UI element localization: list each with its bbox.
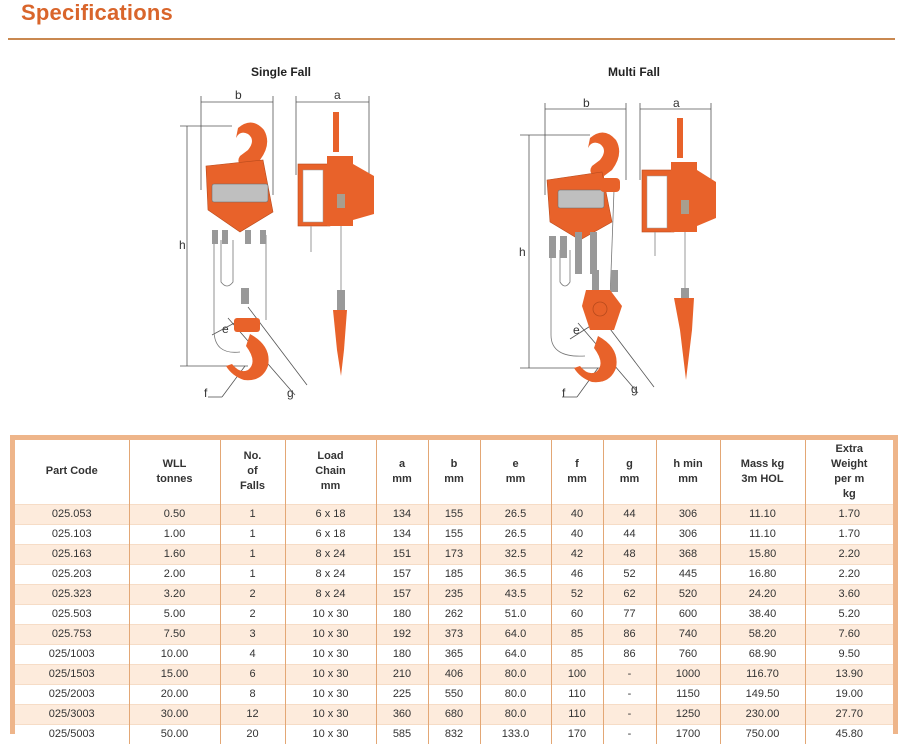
header-line: mm [505,472,526,485]
cell-b: 155 [428,524,480,544]
cell-f: 42 [551,544,603,564]
cell-load-chain: 6 x 18 [285,504,376,524]
header-line: No. [243,450,262,463]
cell-f: 60 [551,604,603,624]
cell-load-chain: 10 x 30 [285,604,376,624]
cell-extra-weight: 13.90 [805,664,893,684]
cell-f: 110 [551,704,603,724]
cell-mass: 149.50 [720,684,805,704]
cell-mass: 750.00 [720,724,805,744]
dim-f-label: f [562,386,566,400]
cell-h-min: 760 [656,644,720,664]
cell-load-chain: 8 x 24 [285,564,376,584]
cell-f: 46 [551,564,603,584]
cell-mass: 24.20 [720,584,805,604]
cell-falls: 4 [220,644,285,664]
col-header-b [428,440,480,504]
header-line: mm [320,480,341,493]
cell-wll: 5.00 [129,604,220,624]
cell-b: 262 [428,604,480,624]
cell-load-chain: 8 x 24 [285,544,376,564]
cell-load-chain: 10 x 30 [285,644,376,664]
dim-a-label: a [334,88,341,102]
cell-a: 180 [376,604,428,624]
cell-load-chain: 6 x 18 [285,524,376,544]
header-line: h min [673,457,703,470]
cell-falls: 1 [220,564,285,584]
cell-b: 406 [428,664,480,684]
col-header-load-chain [285,440,376,504]
cell-load-chain: 10 x 30 [285,664,376,684]
cell-h-min: 600 [656,604,720,624]
cell-extra-weight: 5.20 [805,604,893,624]
cell-wll: 10.00 [129,644,220,664]
cell-e: 80.0 [480,664,551,684]
cell-extra-weight: 1.70 [805,504,893,524]
cell-wll: 7.50 [129,624,220,644]
header-line: mm [567,472,587,485]
cell-extra-weight: 1.70 [805,524,893,544]
cell-part-code: 025.753 [15,624,129,644]
table-row [15,664,893,684]
cell-e: 80.0 [480,704,551,724]
cell-g: - [603,684,656,704]
cell-extra-weight: 19.00 [805,684,893,704]
cell-mass: 38.40 [720,604,805,624]
cell-part-code: 025.203 [15,564,129,584]
cell-e: 26.5 [480,524,551,544]
cell-e: 133.0 [480,724,551,744]
cell-falls: 3 [220,624,285,644]
table-row [15,584,893,604]
cell-h-min: 1250 [656,704,720,724]
cell-falls: 8 [220,684,285,704]
cell-falls: 1 [220,504,285,524]
header-line: Chain [315,465,346,478]
cell-mass: 116.70 [720,664,805,684]
table-row [15,704,893,724]
header-line: b [450,457,458,470]
cell-extra-weight: 2.20 [805,544,893,564]
cell-h-min: 445 [656,564,720,584]
cell-mass: 15.80 [720,544,805,564]
cell-a: 210 [376,664,428,684]
cell-part-code: 025.053 [15,504,129,524]
cell-extra-weight: 9.50 [805,644,893,664]
header-line: Mass kg [740,457,785,470]
cell-mass: 16.80 [720,564,805,584]
header-line: kg [842,487,856,500]
cell-h-min: 368 [656,544,720,564]
cell-extra-weight: 7.60 [805,624,893,644]
cell-mass: 11.10 [720,524,805,544]
cell-b: 173 [428,544,480,564]
cell-g: - [603,664,656,684]
cell-a: 157 [376,584,428,604]
cell-g: 86 [603,624,656,644]
cell-e: 51.0 [480,604,551,624]
cell-wll: 1.00 [129,524,220,544]
col-header-h-min [656,440,720,504]
cell-f: 40 [551,524,603,544]
cell-f: 52 [551,584,603,604]
col-header-mass [720,440,805,504]
cell-mass: 68.90 [720,644,805,664]
header-line: Part Code [45,465,98,478]
table-body [15,504,893,744]
cell-b: 185 [428,564,480,584]
cell-f: 85 [551,644,603,664]
dim-h-label: h [519,245,526,259]
cell-falls: 1 [220,544,285,564]
dim-a-label: a [673,96,680,110]
cell-part-code: 025/1503 [15,664,129,684]
cell-b: 680 [428,704,480,724]
cell-g: 44 [603,524,656,544]
specifications-table [10,435,898,740]
cell-mass: 11.10 [720,504,805,524]
cell-falls: 12 [220,704,285,724]
cell-falls: 2 [220,584,285,604]
col-header-part-code [15,440,129,504]
cell-wll: 1.60 [129,544,220,564]
header-line: Weight [831,457,868,470]
header-line: mm [619,472,640,485]
cell-wll: 20.00 [129,684,220,704]
cell-f: 85 [551,624,603,644]
cell-mass: 230.00 [720,704,805,724]
cell-h-min: 1150 [656,684,720,704]
table-row [15,624,893,644]
dim-b-label: b [583,96,590,110]
header-line: mm [444,472,464,485]
cell-falls: 1 [220,524,285,544]
dim-f-label: f [204,386,208,400]
cell-a: 180 [376,644,428,664]
cell-part-code: 025.503 [15,604,129,624]
header-line: per m [834,472,865,485]
cell-load-chain: 10 x 30 [285,624,376,644]
cell-f: 40 [551,504,603,524]
cell-h-min: 1000 [656,664,720,684]
cell-load-chain: 10 x 30 [285,724,376,744]
cell-extra-weight: 27.70 [805,704,893,724]
cell-mass: 58.20 [720,624,805,644]
cell-extra-weight: 2.20 [805,564,893,584]
cell-h-min: 306 [656,504,720,524]
cell-g: 86 [603,644,656,664]
cell-a: 192 [376,624,428,644]
cell-extra-weight: 45.80 [805,724,893,744]
cell-g: 62 [603,584,656,604]
cell-f: 170 [551,724,603,744]
col-header-e [480,440,551,504]
table-row [15,684,893,704]
dim-e-label: e [573,323,580,337]
page-title: Specifications [21,0,173,25]
table-row [15,524,893,544]
cell-b: 832 [428,724,480,744]
cell-g: 77 [603,604,656,624]
cell-load-chain: 8 x 24 [285,584,376,604]
cell-part-code: 025/5003 [15,724,129,744]
cell-b: 373 [428,624,480,644]
col-header-a [376,440,428,504]
table-header-row [15,440,893,504]
cell-h-min: 520 [656,584,720,604]
cell-f: 110 [551,684,603,704]
header-line: tonnes [156,472,193,485]
header-line: a [398,457,406,470]
cell-g: - [603,704,656,724]
cell-g: 48 [603,544,656,564]
cell-e: 64.0 [480,624,551,644]
cell-b: 235 [428,584,480,604]
cell-a: 157 [376,564,428,584]
single-fall-label: Single Fall [251,65,312,79]
multi-fall-label: Multi Fall [608,65,660,79]
cell-wll: 50.00 [129,724,220,744]
cell-g: - [603,724,656,744]
cell-f: 100 [551,664,603,684]
cell-part-code: 025.103 [15,524,129,544]
cell-g: 52 [603,564,656,584]
cell-h-min: 740 [656,624,720,644]
header-line: Falls [239,480,266,493]
header-line: e [512,457,519,470]
table-row [15,544,893,564]
dim-b-label: b [235,88,242,102]
cell-falls: 6 [220,664,285,684]
cell-a: 151 [376,544,428,564]
cell-e: 64.0 [480,644,551,664]
cell-wll: 3.20 [129,584,220,604]
cell-e: 80.0 [480,684,551,704]
cell-part-code: 025/2003 [15,684,129,704]
header-line: WLL [162,457,187,470]
dim-g-label: g [287,386,294,400]
cell-load-chain: 10 x 30 [285,684,376,704]
header-line: f [575,457,579,470]
table-row [15,644,893,664]
cell-h-min: 306 [656,524,720,544]
cell-extra-weight: 3.60 [805,584,893,604]
col-header-g [603,440,656,504]
cell-wll: 0.50 [129,504,220,524]
cell-b: 550 [428,684,480,704]
cell-a: 360 [376,704,428,724]
cell-wll: 30.00 [129,704,220,724]
cell-e: 36.5 [480,564,551,584]
cell-part-code: 025.323 [15,584,129,604]
col-header-wll [129,440,220,504]
header-line: mm [678,472,698,485]
header-line: Extra [835,442,864,455]
cell-falls: 2 [220,604,285,624]
col-header-falls [220,440,285,504]
cell-b: 155 [428,504,480,524]
dim-g-label: g [631,382,638,396]
table-row [15,604,893,624]
cell-b: 365 [428,644,480,664]
cell-part-code: 025/3003 [15,704,129,724]
cell-falls: 20 [220,724,285,744]
cell-e: 26.5 [480,504,551,524]
cell-wll: 15.00 [129,664,220,684]
table-row [15,724,893,744]
dim-h-label: h [179,238,186,252]
header-line: mm [392,472,412,485]
cell-part-code: 025.163 [15,544,129,564]
col-header-f [551,440,603,504]
cell-g: 44 [603,504,656,524]
table-row [15,504,893,524]
col-header-extra-weight [805,440,893,504]
cell-e: 32.5 [480,544,551,564]
cell-h-min: 1700 [656,724,720,744]
cell-wll: 2.00 [129,564,220,584]
cell-a: 134 [376,504,428,524]
cell-load-chain: 10 x 30 [285,704,376,724]
table-row [15,564,893,584]
header-line: Load [317,450,344,463]
header-line: 3m HOL [741,472,784,485]
dim-e-label: e [222,322,229,336]
cell-a: 225 [376,684,428,704]
header-line: g [626,457,633,470]
cell-e: 43.5 [480,584,551,604]
cell-a: 585 [376,724,428,744]
cell-part-code: 025/1003 [15,644,129,664]
cell-a: 134 [376,524,428,544]
header-line: of [247,465,258,478]
